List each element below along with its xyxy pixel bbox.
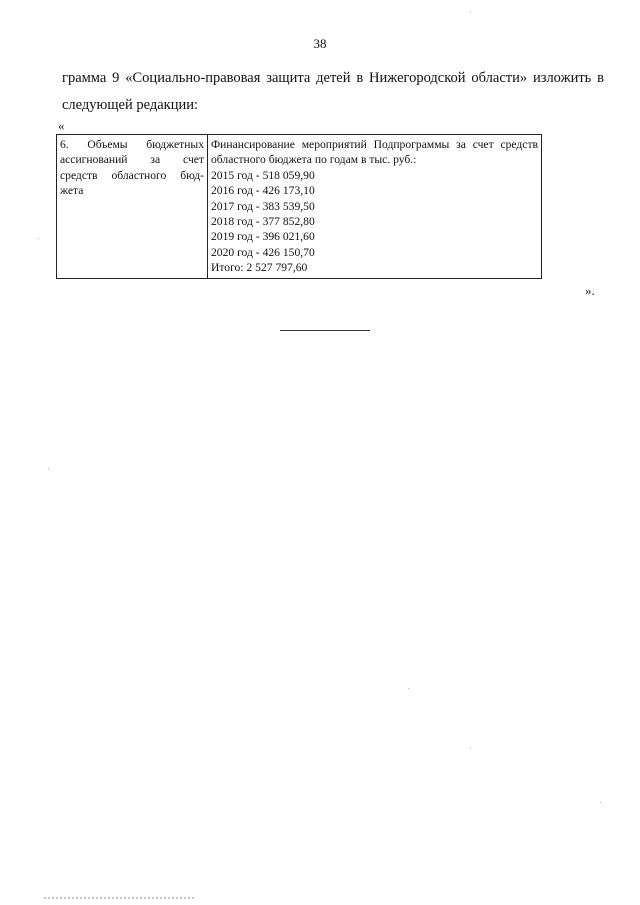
funding-intro: Финансирование мероприятий Подпрограммы за счет средств областного бюджета по годам в тыс. руб.: bbox=[211, 138, 538, 167]
scan-speck bbox=[408, 688, 409, 689]
table-cell-funding bbox=[208, 135, 542, 279]
end-rule bbox=[280, 330, 370, 331]
page-number: 38 bbox=[313, 36, 327, 51]
funding-total: Итого: 2 527 797,60 bbox=[211, 261, 308, 275]
opening-quote: « bbox=[58, 118, 65, 133]
scan-speck bbox=[470, 12, 471, 13]
funding-year-2017: 2017 год - 383 539,50 bbox=[211, 199, 315, 213]
scan-speck bbox=[38, 238, 39, 239]
scan-speck bbox=[48, 468, 49, 469]
funding-year-2019: 2019 год - 396 021,60 bbox=[211, 230, 315, 244]
budget-table bbox=[56, 134, 542, 279]
scan-speck bbox=[600, 802, 601, 803]
funding-year-2016: 2016 год - 426 173,10 bbox=[211, 184, 315, 198]
table-row bbox=[57, 135, 542, 279]
paragraph-line-1: грамма 9 «Социально-правовая защита детей в Нижегородской области» изложить в bbox=[62, 70, 604, 86]
scan-footer-mark bbox=[44, 897, 194, 902]
scan-speck bbox=[470, 748, 471, 749]
funding-year-2018: 2018 год - 377 852,80 bbox=[211, 215, 315, 229]
funding-year-2015: 2015 год - 518 059,90 bbox=[211, 168, 315, 182]
paragraph-line-2: следующей редакции: bbox=[62, 97, 199, 113]
funding-year-2020: 2020 год - 426 150,70 bbox=[211, 245, 315, 259]
closing-quote: ». bbox=[585, 283, 595, 298]
table-cell-label: 6. Объемы бюджетных ассигнований за счет средств областного бюд-жета bbox=[57, 135, 208, 279]
